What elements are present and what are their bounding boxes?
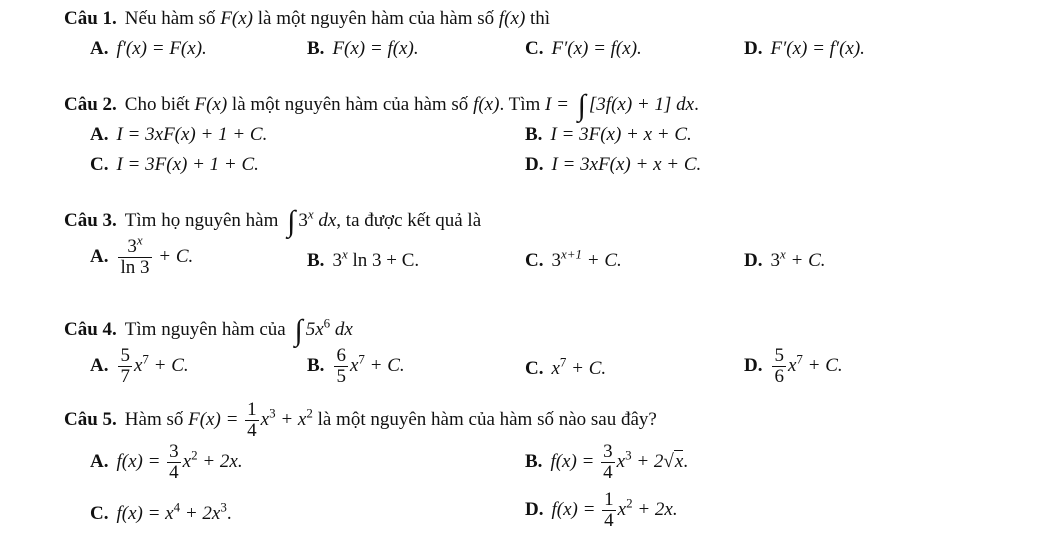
question-label: Câu 5. bbox=[64, 408, 117, 430]
question-label: Câu 4. bbox=[64, 319, 117, 340]
question-4-stem: Câu 4. Tìm nguyên hàm của ∫ $5x^6$ dx bbox=[64, 314, 353, 347]
option-5c: C. $f(x) = x^4 + 2x^3$. bbox=[90, 499, 232, 524]
fraction: $\frac{3}{4}$ bbox=[603, 441, 613, 483]
fraction: $\frac{1}{4}$ bbox=[247, 399, 257, 441]
option-1a: A. f′(x) = F(x). bbox=[90, 38, 207, 59]
option-3c: C. $3^{x+1} + C$. bbox=[525, 246, 622, 271]
fraction: $\frac{3}{4}$ bbox=[169, 441, 179, 483]
integral-sign: ∫ bbox=[287, 205, 296, 238]
option-4d: D. $\frac{5}{6}$ $x^7 + C$. bbox=[744, 345, 843, 387]
fraction: $\frac{3^x}{\ln 3}$ bbox=[120, 232, 150, 278]
question-2-stem: Câu 2. Cho biết F(x) là một nguyên hàm của hàm số f(x). Tìm I = ∫ [3f(x) + 1] dx. bbox=[64, 89, 699, 122]
fraction: $\frac{1}{4}$ bbox=[604, 489, 614, 531]
question-3-stem: Câu 3. Tìm họ nguyên hàm ∫ 3$^x$ dx, ta được kết quả là bbox=[64, 205, 482, 238]
option-3b: B. 3$^x$ ln 3 + C. bbox=[307, 246, 420, 271]
option-3d: D. $3^x + C$. bbox=[744, 246, 826, 271]
option-5b: B. f(x) = $\frac{3}{4}$ $x^3 + 2√x$. bbox=[525, 441, 689, 483]
fraction: $\frac{5}{7}$ bbox=[120, 345, 130, 387]
option-2d: D. I = 3xF(x) + x + C. bbox=[525, 154, 702, 175]
fraction: $\frac{6}{5}$ bbox=[336, 345, 346, 387]
question-5-stem: Câu 5. Hàm số F(x) = $\frac{1}{4}$ $x^3 + x^2$ là một nguyên hàm của hàm số nào sau đây? bbox=[64, 399, 657, 441]
option-2c: C. I = 3F(x) + 1 + C. bbox=[90, 154, 259, 175]
sqrt-sign: √ bbox=[663, 450, 674, 472]
option-4b: B. $\frac{6}{5}$ $x^7 + C$. bbox=[307, 345, 405, 387]
fraction: $\frac{5}{6}$ bbox=[774, 345, 784, 387]
question-1-stem: Câu 1. Nếu hàm số F(x) là một nguyên hàm của hàm số f(x) thì bbox=[64, 8, 551, 29]
option-5d: D. f(x) = $\frac{1}{4}$ $x^2 + 2x$. bbox=[525, 489, 678, 531]
question-label: Câu 3. bbox=[64, 210, 117, 231]
integral-sign: ∫ bbox=[577, 89, 586, 122]
option-5a: A. f(x) = $\frac{3}{4}$ $x^2 + 2x$. bbox=[90, 441, 243, 483]
option-2b: B. I = 3F(x) + x + C. bbox=[525, 124, 692, 145]
option-2a: A. I = 3xF(x) + 1 + C. bbox=[90, 124, 268, 145]
question-label: Câu 1. bbox=[64, 8, 117, 29]
option-1c: C. F′(x) = f(x). bbox=[525, 38, 642, 59]
option-4c: C. $x^7 + C$. bbox=[525, 354, 607, 379]
option-1d: D. F′(x) = f′(x). bbox=[744, 38, 865, 59]
integral-sign: ∫ bbox=[294, 314, 303, 347]
option-1b: B. F(x) = f(x). bbox=[307, 38, 419, 59]
option-3a: A. $\frac{3^x}{\ln 3}$ + C. bbox=[90, 232, 194, 278]
option-4a: A. $\frac{5}{7}$ $x^7 + C$. bbox=[90, 345, 189, 387]
question-label: Câu 2. bbox=[64, 94, 117, 115]
